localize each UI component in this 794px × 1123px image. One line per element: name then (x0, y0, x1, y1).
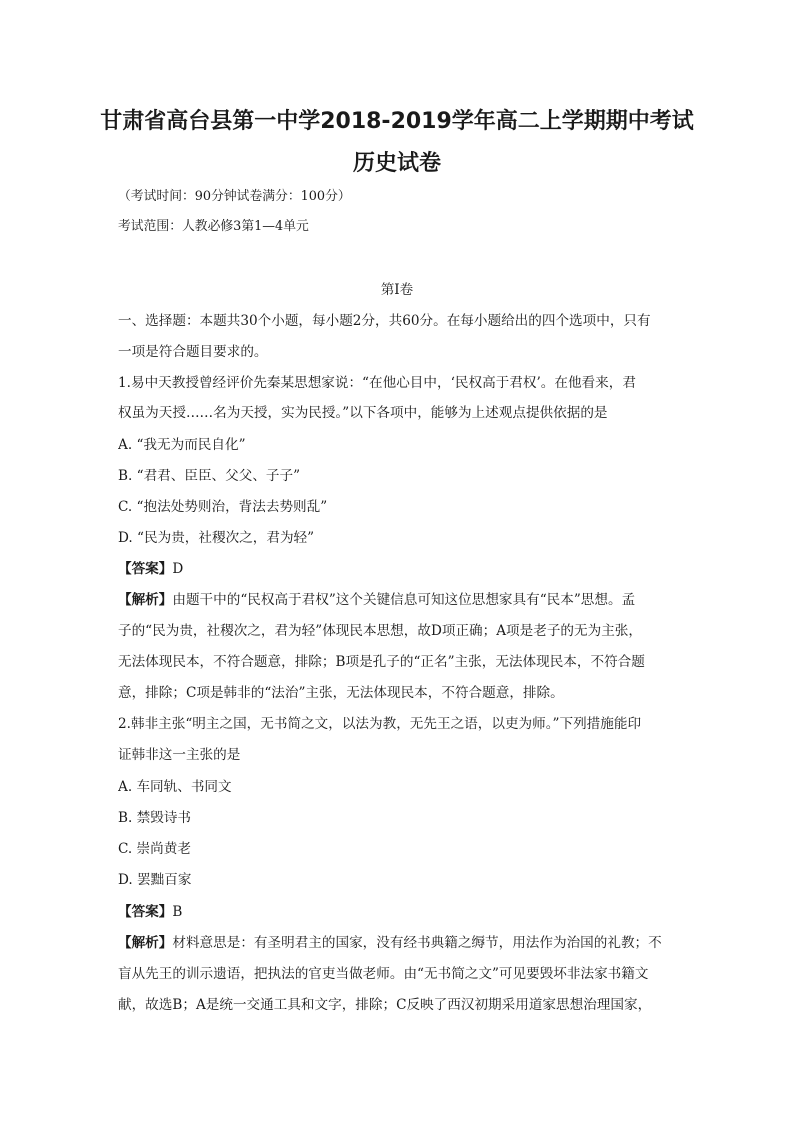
exam-title: 甘肃省高台县第一中学2018-2019学年高二上学期期中考试 (100, 109, 694, 134)
analysis-label: 【解析】 (118, 935, 173, 951)
option-a: A. “我无为而民自化” (118, 437, 246, 453)
answer-value: D (172, 561, 184, 577)
analysis-line: 子的“民为贵，社稷次之，君为轻”体现民本思想，故D项正确；A项是老子的无为主张， (118, 623, 642, 639)
option-a: A. 车同轨、书同文 (118, 779, 232, 795)
analysis-line: 意，排除；C项是韩非的“法治”主张，无法体现民本，不符合题意，排除。 (118, 685, 564, 701)
analysis-label: 【解析】 (118, 592, 173, 608)
analysis-line: 无法体现民本，不符合题意，排除；B项是孔子的“正名”主张，无法体现民本，不符合题 (118, 654, 645, 670)
option-d: D. “民为贵，社稷次之，君为轻” (118, 530, 315, 546)
analysis-text: 材料意思是：有圣明君主的国家，没有经书典籍之缛节，用法作为治国的礼教；不 (172, 935, 662, 951)
question-stem-line: 证韩非这一主张的是 (118, 747, 241, 763)
section-title: 第Ⅰ卷 (380, 282, 414, 298)
answer-value: B (172, 904, 183, 920)
question-stem-line: 2.韩非主张“明主之国，无书简之文，以法为教，无先王之语，以吏为师。”下列措施能印 (118, 716, 642, 732)
exam-time: （考试时间：90分钟试卷满分：100分） (118, 189, 351, 204)
analysis-line (118, 934, 680, 952)
question-stem-line: 1.易中天教授曾经评价先秦某思想家说：“在他心目中，‘民权高于君权’。在他看来，君 (118, 375, 636, 391)
analysis-line: 盲从先王的训示遗语，把执法的官吏当做老师。由“无书简之文”可见要毁坏非法家书籍文 (118, 966, 649, 982)
option-b: B. “君君、臣臣、父父、子子” (118, 468, 301, 484)
option-d: D. 罢黜百家 (118, 872, 192, 888)
option-c: C. 崇尚黄老 (118, 841, 191, 857)
option-c: C. “抱法处势则治，背法去势则乱” (118, 499, 328, 515)
section-instructions-line: 一、选择题：本题共30个小题，每小题2分，共60分。在每小题给出的四个选项中，只有 (118, 313, 651, 329)
analysis-line: 献，故选B；A是统一交通工具和文字，排除；C反映了西汉初期采用道家思想治理国家， (118, 997, 652, 1013)
exam-subtitle: 历史试卷 (352, 151, 441, 176)
section-instructions-line: 一项是符合题目要求的。 (118, 344, 268, 360)
answer-line (118, 560, 680, 578)
answer-label: 【答案】 (118, 561, 173, 577)
option-b: B. 禁毁诗书 (118, 810, 192, 826)
exam-scope: 考试范围：人教必修3第1—4单元 (118, 219, 309, 234)
analysis-text: 由题干中的“民权高于君权”这个关键信息可知这位思想家具有“民本”思想。孟 (172, 592, 636, 608)
question-stem-line: 权虽为天授……名为天授，实为民授。”以下各项中，能够为上述观点提供依据的是 (118, 405, 608, 421)
answer-label: 【答案】 (118, 904, 173, 920)
analysis-line (118, 591, 680, 609)
answer-line (118, 903, 680, 921)
